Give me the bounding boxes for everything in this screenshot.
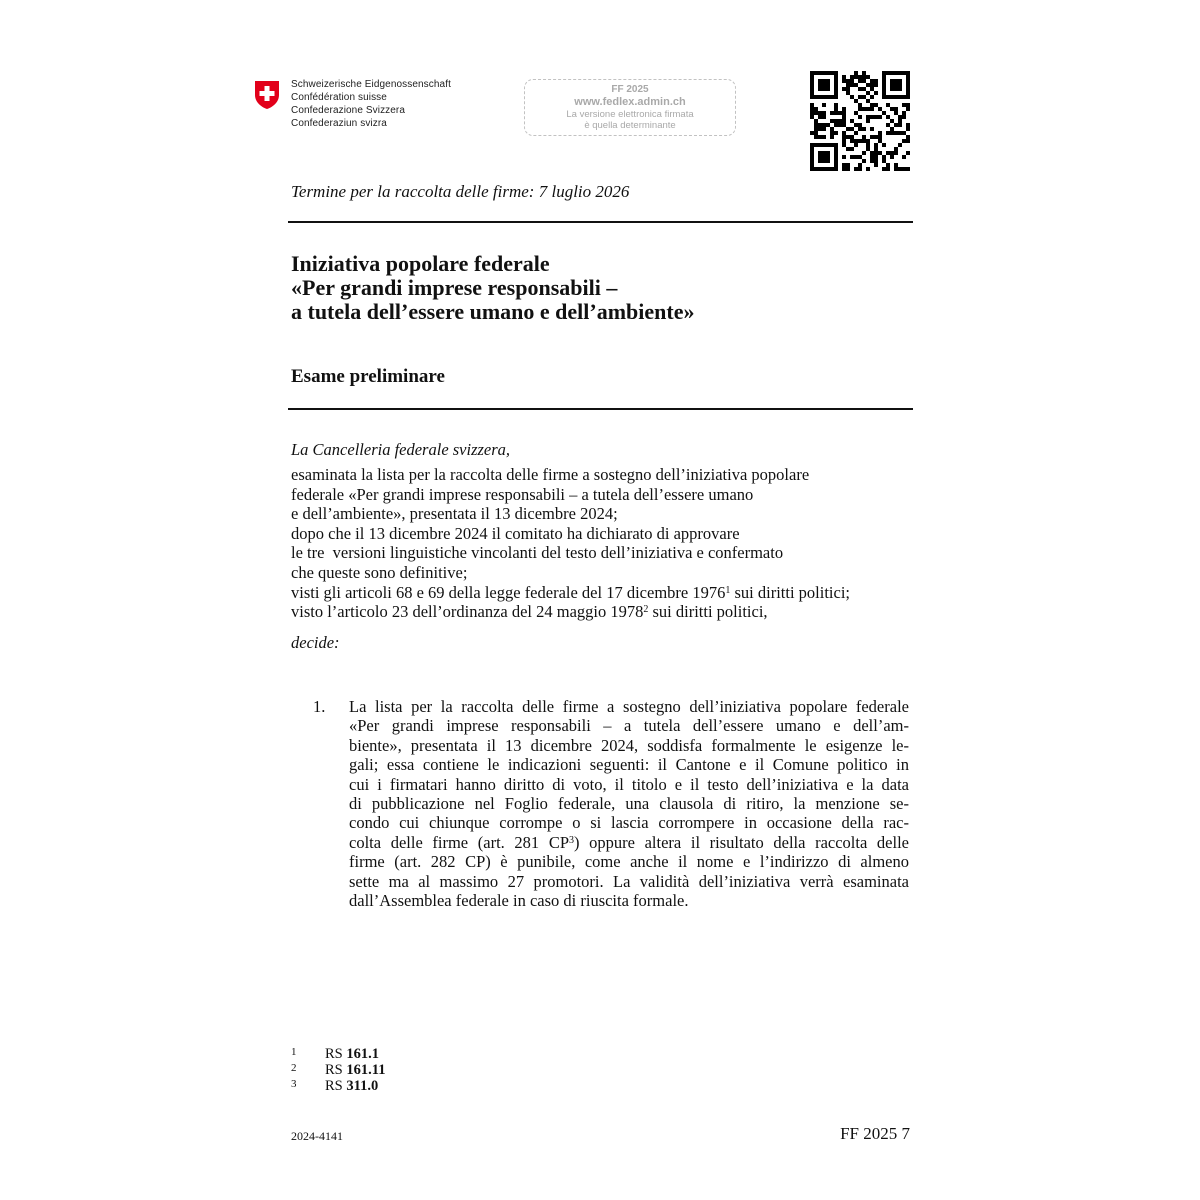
page-reference: FF 2025 7 <box>840 1124 910 1143</box>
footnote-ref: 161.1 <box>346 1046 379 1062</box>
footnote-marker-1: 1 <box>725 584 731 596</box>
consideration-text: sui diritti politici; <box>730 582 850 602</box>
consideration-line: federale «Per grandi imprese responsabili – a tutela dell’essere umano <box>291 484 754 504</box>
footnote-number: 1 <box>291 1046 297 1058</box>
decision-line: cui i firmatari hanno diritto di voto, il titolo e il testo dell’iniziativa e la data <box>349 774 909 794</box>
title-line-3: a tutela dell’essere umano e dell’ambiente» <box>291 299 695 324</box>
decision-line: sette ma al massimo 27 promotori. La validità dell’iniziativa verrà esaminata <box>349 871 909 891</box>
decision-line: gali; essa contiene le indicazioni seguenti: il Cantone e il Comune politico in <box>349 755 909 775</box>
consideration-line: dopo che il 13 dicembre 2024 il comitato ha dichiarato di approvare <box>291 523 740 543</box>
decision-line: biente», presentata il 13 dicembre 2024, soddisfa formalmente le esigenze le- <box>349 735 909 755</box>
stamp-note-2: è quella determinante <box>584 120 676 131</box>
decision-line: di pubblicazione nel Foglio federale, una clausola di ritiro, la menzione se- <box>349 793 909 813</box>
decide-label: decide: <box>291 633 340 652</box>
section-divider <box>288 408 913 410</box>
electronic-signature-stamp <box>524 79 736 136</box>
consideration-line: esaminata la lista per la raccolta delle firme a sostegno dell’iniziativa popolare <box>291 465 810 484</box>
decision-line: condo cui chiunque corrompe o si lascia corrompere in occasione della rac- <box>349 813 909 833</box>
footnote <box>291 1046 385 1062</box>
consideration-text: sui diritti politici, <box>648 602 768 622</box>
decision-text <box>349 697 909 910</box>
signature-deadline: Termine per la raccolta delle firme: 7 luglio 2026 <box>291 182 630 201</box>
qr-code-icon <box>810 71 910 171</box>
footnote-number: 3 <box>291 1078 297 1090</box>
consideration-line <box>291 583 850 603</box>
footnote-prefix: RS <box>325 1046 347 1062</box>
consideration-line <box>291 602 850 622</box>
footnote-marker-2: 2 <box>643 604 649 616</box>
footnote-number: 2 <box>291 1062 297 1074</box>
stamp-publication: FF 2025 <box>611 84 649 95</box>
footnotes <box>291 1046 385 1094</box>
consideration-line: e dell’ambiente», presentata il 13 dicembre 2024; <box>291 504 618 524</box>
considerations <box>291 465 850 622</box>
footnote-marker-3: 3 <box>569 834 574 846</box>
stamp-note-1: La versione elettronica firmata <box>566 109 694 120</box>
footnote-ref: 161.11 <box>346 1062 386 1078</box>
confederation-name-it: Confederazione Svizzera <box>291 105 406 116</box>
decision-line: La lista per la raccolta delle firme a sostegno dell’iniziativa popolare federale <box>349 697 909 716</box>
footnote <box>291 1062 385 1078</box>
issuer: La Cancelleria federale svizzera, <box>291 440 511 459</box>
consideration-line: che queste sono definitive; <box>291 562 468 582</box>
top-divider <box>288 221 913 223</box>
title-line-2: «Per grandi imprese responsabili – <box>291 275 618 300</box>
footnote <box>291 1078 385 1094</box>
confederation-name-fr: Confédération suisse <box>291 92 387 103</box>
consideration-line: le tre versioni linguistiche vincolanti del testo dell’iniziativa e confermato <box>291 543 784 563</box>
page-title <box>291 252 694 324</box>
footnote-prefix: RS <box>325 1078 347 1094</box>
consideration-text: visto l’articolo 23 dell’ordinanza del 24 maggio 1978 <box>291 602 644 622</box>
decision-text-part: colta delle firme (art. 281 CP <box>349 832 569 852</box>
confederation-name-rm: Confederaziun svizra <box>291 118 387 129</box>
confederation-name-de: Schweizerische Eidgenossenschaft <box>291 79 451 90</box>
footnote-ref: 311.0 <box>346 1078 379 1094</box>
decision-text-part: ) oppure altera il risultato della raccolta delle <box>574 832 909 852</box>
swiss-crest-icon <box>254 80 280 110</box>
stamp-url: www.fedlex.admin.ch <box>574 96 686 108</box>
section-subtitle: Esame preliminare <box>291 366 445 387</box>
decision-number: 1. <box>313 697 326 716</box>
title-line-1: Iniziativa popolare federale <box>291 251 550 276</box>
decision-line: firme (art. 282 CP) è punibile, come anche il nome e l’indirizzo di almeno <box>349 852 909 872</box>
decision-line: dall’Assemblea federale in caso di riuscita formale. <box>349 890 689 910</box>
confederation-names <box>291 78 451 130</box>
document-id: 2024-4141 <box>291 1129 343 1143</box>
decision-line <box>349 833 909 852</box>
decision-line: «Per grandi imprese responsabili – a tutela dell’essere umano e dell’am- <box>349 716 909 736</box>
footnote-prefix: RS <box>325 1062 347 1078</box>
consideration-text: visti gli articoli 68 e 69 della legge federale del 17 dicembre 1976 <box>291 582 726 602</box>
